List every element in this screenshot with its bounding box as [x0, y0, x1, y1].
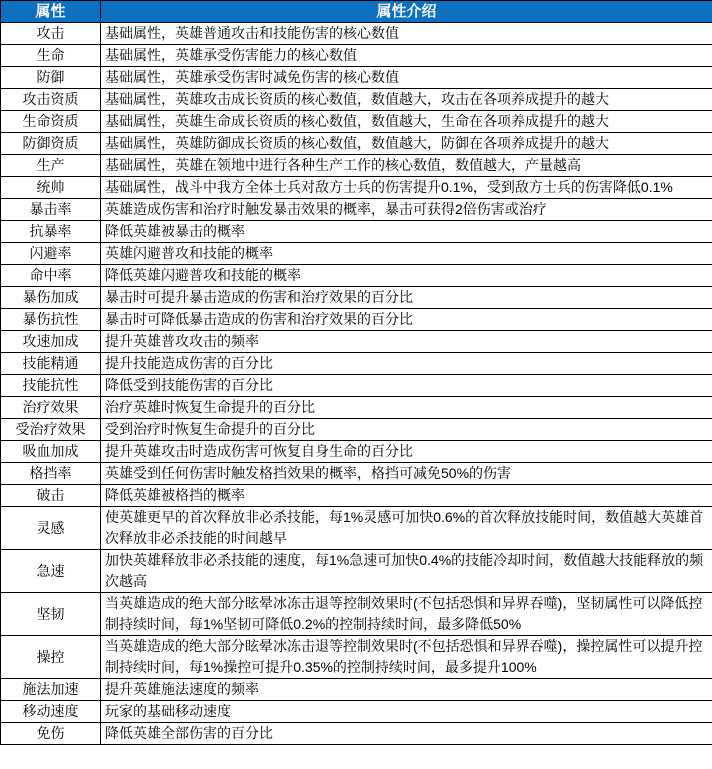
attribute-description-cell: 提升英雄普攻攻击的频率 [101, 331, 712, 353]
attribute-name-cell: 闪避率 [1, 243, 101, 265]
attribute-description-cell: 受到治疗时恢复生命提升的百分比 [101, 419, 712, 441]
table-row [1, 287, 712, 309]
attribute-description-cell: 降低英雄全部伤害的百分比 [101, 723, 712, 745]
table-row [1, 89, 712, 111]
attribute-description-cell: 基础属性，英雄攻击成长资质的核心数值，数值越大，攻击在各项养成提升的越大 [101, 89, 712, 111]
table-row [1, 309, 712, 331]
attribute-name-cell: 治疗效果 [1, 397, 101, 419]
attribute-description-cell: 基础属性，英雄承受伤害时减免伤害的核心数值 [101, 67, 712, 89]
attribute-name-cell: 统帅 [1, 177, 101, 199]
table-row [1, 199, 712, 221]
table-row [1, 419, 712, 441]
attribute-name-cell: 破击 [1, 485, 101, 507]
attribute-name-cell: 暴击率 [1, 199, 101, 221]
table-row [1, 593, 712, 636]
table-row [1, 723, 712, 745]
attribute-name-cell: 生命 [1, 45, 101, 67]
table-row [1, 507, 712, 550]
attribute-name-cell: 受治疗效果 [1, 419, 101, 441]
table-row [1, 485, 712, 507]
attribute-name-cell: 防御 [1, 67, 101, 89]
table-row [1, 111, 712, 133]
attribute-description-cell: 玩家的基础移动速度 [101, 701, 712, 723]
table-row [1, 550, 712, 593]
attribute-name-cell: 灵感 [1, 507, 101, 550]
col-header-attribute: 属性 [1, 1, 101, 23]
attribute-description-cell: 英雄闪避普攻和技能的概率 [101, 243, 712, 265]
attribute-name-cell: 吸血加成 [1, 441, 101, 463]
table-row [1, 23, 712, 45]
attribute-name-cell: 生产 [1, 155, 101, 177]
attribute-description-cell: 提升英雄攻击时造成伤害可恢复自身生命的百分比 [101, 441, 712, 463]
attribute-description-cell: 使英雄更早的首次释放非必杀技能，每1%灵感可加快0.6%的首次释放技能时间，数值越大英雄首次释放非必杀技能的时间越早 [101, 507, 712, 550]
attribute-name-cell: 技能抗性 [1, 375, 101, 397]
attribute-name-cell: 命中率 [1, 265, 101, 287]
attribute-description-cell: 英雄受到任何伤害时触发格挡效果的概率，格挡可减免50%的伤害 [101, 463, 712, 485]
attribute-description-cell: 当英雄造成的绝大部分眩晕冰冻击退等控制效果时(不包括恐惧和异界吞噬)，操控属性可以提升控制持续时间，每1%操控可提升0.35%的控制持续时间，最多提升100% [101, 636, 712, 679]
attribute-description-cell: 基础属性，英雄在领地中进行各种生产工作的核心数值，数值越大，产量越高 [101, 155, 712, 177]
table-row [1, 221, 712, 243]
attribute-description-cell: 加快英雄释放非必杀技能的速度，每1%急速可加快0.4%的技能冷却时间，数值越大技能释放的频次越高 [101, 550, 712, 593]
table-row [1, 636, 712, 679]
attribute-name-cell: 暴伤抗性 [1, 309, 101, 331]
attribute-description-cell: 暴击时可降低暴击造成的伤害和治疗效果的百分比 [101, 309, 712, 331]
attribute-name-cell: 操控 [1, 636, 101, 679]
attribute-name-cell: 生命资质 [1, 111, 101, 133]
col-header-description: 属性介绍 [101, 1, 712, 23]
table-row [1, 701, 712, 723]
attribute-name-cell: 防御资质 [1, 133, 101, 155]
table-row [1, 265, 712, 287]
table-row [1, 441, 712, 463]
attribute-name-cell: 暴伤加成 [1, 287, 101, 309]
attribute-description-cell: 提升技能造成伤害的百分比 [101, 353, 712, 375]
attribute-description-cell: 降低英雄被格挡的概率 [101, 485, 712, 507]
attribute-name-cell: 坚韧 [1, 593, 101, 636]
attribute-description-cell: 当英雄造成的绝大部分眩晕冰冻击退等控制效果时(不包括恐惧和异界吞噬)，坚韧属性可以降低控制持续时间，每1%坚韧可降低0.2%的控制持续时间，最多降低50% [101, 593, 712, 636]
header-row [1, 1, 712, 23]
attribute-name-cell: 急速 [1, 550, 101, 593]
attribute-name-cell: 移动速度 [1, 701, 101, 723]
attribute-description-cell: 降低受到技能伤害的百分比 [101, 375, 712, 397]
attribute-name-cell: 攻速加成 [1, 331, 101, 353]
attribute-description-cell: 治疗英雄时恢复生命提升的百分比 [101, 397, 712, 419]
table-row [1, 45, 712, 67]
table-row [1, 67, 712, 89]
attribute-description-cell: 提升英雄施法速度的频率 [101, 679, 712, 701]
table-row [1, 133, 712, 155]
attribute-description-cell: 降低英雄被暴击的概率 [101, 221, 712, 243]
table-row [1, 177, 712, 199]
attribute-description-cell: 基础属性，英雄生命成长资质的核心数值，数值越大，生命在各项养成提升的越大 [101, 111, 712, 133]
table-row [1, 375, 712, 397]
table-row [1, 331, 712, 353]
table-row [1, 353, 712, 375]
table-row [1, 155, 712, 177]
attribute-name-cell: 抗暴率 [1, 221, 101, 243]
attribute-description-cell: 基础属性，英雄防御成长资质的核心数值，数值越大，防御在各项养成提升的越大 [101, 133, 712, 155]
attribute-description-cell: 暴击时可提升暴击造成的伤害和治疗效果的百分比 [101, 287, 712, 309]
attribute-description-cell: 基础属性，英雄普通攻击和技能伤害的核心数值 [101, 23, 712, 45]
attribute-name-cell: 攻击 [1, 23, 101, 45]
table-row [1, 463, 712, 485]
table-row [1, 679, 712, 701]
attribute-name-cell: 攻击资质 [1, 89, 101, 111]
attribute-name-cell: 格挡率 [1, 463, 101, 485]
attribute-description-cell: 英雄造成伤害和治疗时触发暴击效果的概率，暴击可获得2倍伤害或治疗 [101, 199, 712, 221]
table-body [1, 23, 712, 745]
attribute-description-cell: 基础属性，英雄承受伤害能力的核心数值 [101, 45, 712, 67]
table-row [1, 243, 712, 265]
attribute-name-cell: 免伤 [1, 723, 101, 745]
attribute-name-cell: 施法加速 [1, 679, 101, 701]
attribute-name-cell: 技能精通 [1, 353, 101, 375]
attribute-description-cell: 基础属性，战斗中我方全体士兵对敌方士兵的伤害提升0.1%，受到敌方士兵的伤害降低0.1% [101, 177, 712, 199]
attribute-description-cell: 降低英雄闪避普攻和技能的概率 [101, 265, 712, 287]
table-header [1, 1, 712, 23]
table-row [1, 397, 712, 419]
